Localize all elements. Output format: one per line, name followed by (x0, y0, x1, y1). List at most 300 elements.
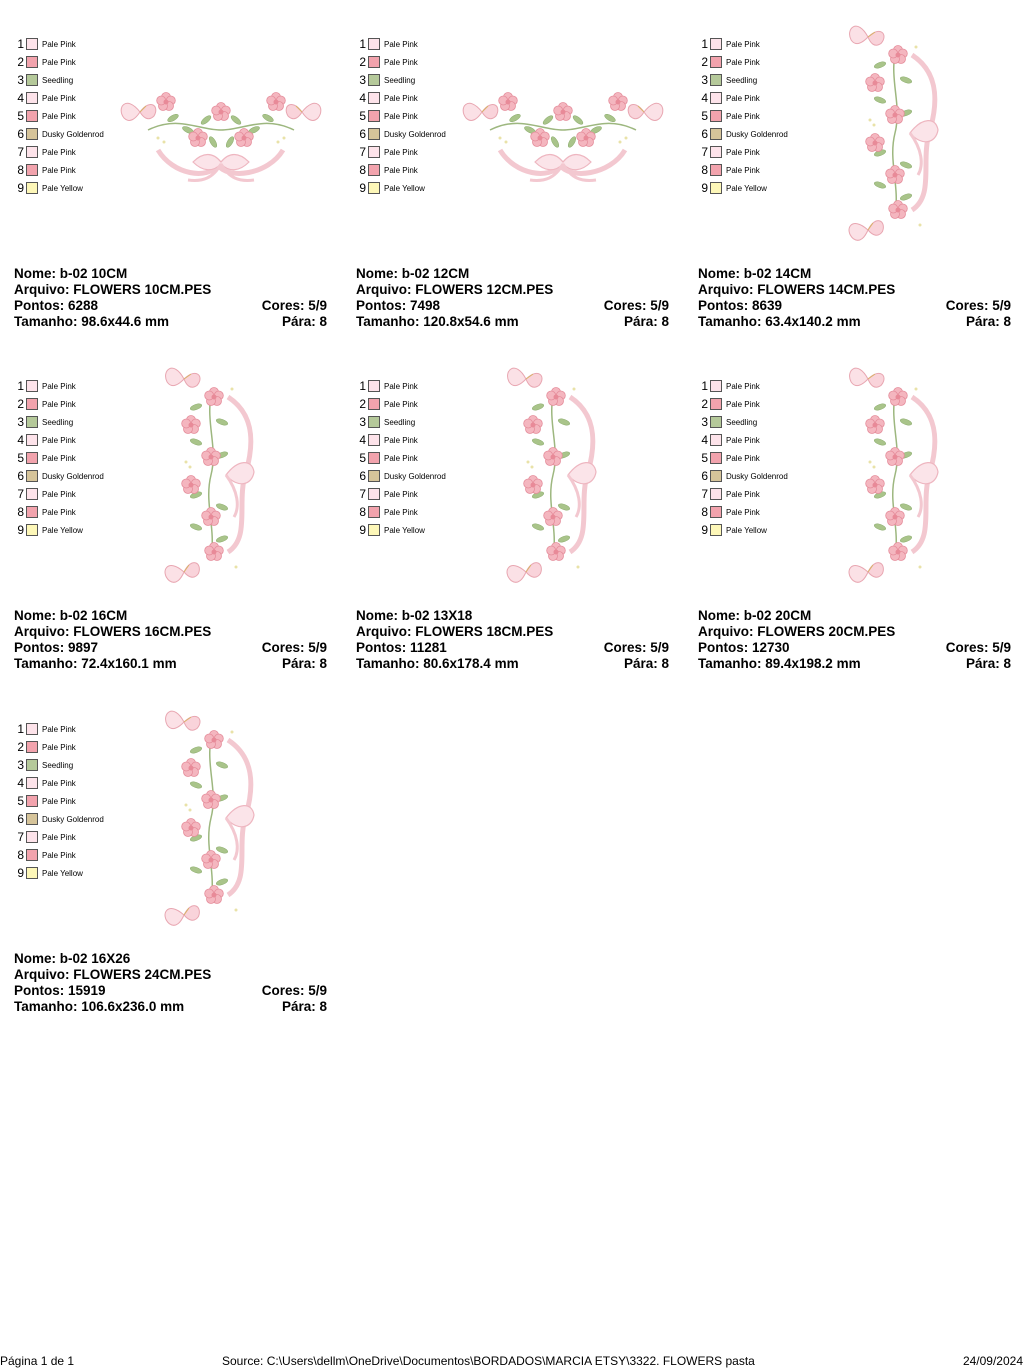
color-swatch (368, 182, 380, 194)
stop-count: Pára: 8 (623, 314, 669, 329)
color-swatch (26, 128, 38, 140)
thread-palette (12, 377, 132, 539)
palette-color-name: Pale Pink (42, 382, 76, 391)
color-swatch (26, 164, 38, 176)
palette-color-name: Pale Pink (726, 40, 760, 49)
palette-row (12, 89, 132, 107)
palette-row (12, 377, 132, 395)
palette-row (12, 143, 132, 161)
palette-row (696, 521, 816, 539)
color-swatch (26, 849, 38, 861)
design-info (14, 951, 327, 1015)
palette-row (12, 395, 132, 413)
design-card (6, 352, 327, 672)
palette-color-name: Pale Pink (384, 490, 418, 499)
color-count: Cores: 5/9 (261, 640, 327, 655)
color-swatch (710, 452, 722, 464)
palette-color-name: Pale Pink (42, 779, 76, 788)
palette-row (354, 485, 474, 503)
palette-number: 7 (17, 830, 24, 844)
color-swatch (26, 488, 38, 500)
palette-number: 6 (359, 469, 366, 483)
palette-row (696, 467, 816, 485)
palette-color-name: Pale Pink (42, 725, 76, 734)
palette-color-name: Pale Pink (42, 166, 76, 175)
palette-number: 6 (17, 127, 24, 141)
color-swatch (26, 92, 38, 104)
palette-row (12, 179, 132, 197)
color-swatch (368, 416, 380, 428)
color-swatch (26, 434, 38, 446)
design-file: Arquivo: FLOWERS 10CM.PES (14, 282, 212, 297)
palette-color-name: Dusky Goldenrod (726, 472, 788, 481)
color-swatch (26, 470, 38, 482)
palette-number: 6 (701, 469, 708, 483)
color-swatch (368, 56, 380, 68)
color-swatch (710, 164, 722, 176)
palette-number: 2 (17, 740, 24, 754)
design-name: Nome: b-02 13X18 (356, 608, 473, 623)
palette-number: 4 (701, 91, 708, 105)
color-swatch (368, 434, 380, 446)
palette-row (12, 792, 132, 810)
palette-color-name: Pale Pink (384, 382, 418, 391)
design-size: Tamanho: 120.8x54.6 mm (356, 314, 519, 329)
palette-number: 1 (701, 37, 708, 51)
thread-palette (12, 720, 132, 882)
color-swatch (26, 831, 38, 843)
color-swatch (710, 110, 722, 122)
palette-row (696, 179, 816, 197)
color-swatch (710, 434, 722, 446)
palette-color-name: Seedling (726, 76, 758, 85)
palette-row (12, 503, 132, 521)
palette-color-name: Pale Pink (42, 833, 76, 842)
palette-color-name: Dusky Goldenrod (42, 130, 104, 139)
thread-palette (354, 35, 474, 197)
color-swatch (26, 452, 38, 464)
color-swatch (368, 164, 380, 176)
stop-count: Pára: 8 (965, 314, 1011, 329)
palette-number: 1 (17, 37, 24, 51)
palette-number: 1 (17, 722, 24, 736)
palette-number: 3 (17, 758, 24, 772)
palette-number: 7 (17, 487, 24, 501)
footer-page-number: Página 1 de 1 (0, 1354, 75, 1368)
color-count: Cores: 5/9 (945, 640, 1011, 655)
palette-number: 9 (17, 523, 24, 537)
design-size: Tamanho: 98.6x44.6 mm (14, 314, 170, 329)
stitch-count: Pontos: 9897 (14, 640, 99, 655)
palette-color-name: Pale Pink (384, 40, 418, 49)
palette-row (354, 161, 474, 179)
palette-color-name: Pale Pink (384, 400, 418, 409)
palette-color-name: Dusky Goldenrod (726, 130, 788, 139)
palette-color-name: Pale Pink (42, 490, 76, 499)
thread-palette (696, 377, 816, 539)
color-swatch (26, 416, 38, 428)
palette-number: 8 (701, 505, 708, 519)
palette-color-name: Pale Pink (42, 436, 76, 445)
thread-palette (354, 377, 474, 539)
color-swatch (26, 182, 38, 194)
palette-number: 1 (17, 379, 24, 393)
stop-count: Pára: 8 (281, 999, 327, 1014)
palette-number: 9 (17, 181, 24, 195)
design-size: Tamanho: 80.6x178.4 mm (356, 656, 519, 671)
color-swatch (710, 128, 722, 140)
color-swatch (26, 38, 38, 50)
color-swatch (368, 452, 380, 464)
color-count: Cores: 5/9 (261, 983, 327, 998)
color-swatch (710, 92, 722, 104)
palette-number: 4 (17, 776, 24, 790)
color-count: Cores: 5/9 (603, 298, 669, 313)
design-file: Arquivo: FLOWERS 16CM.PES (14, 624, 212, 639)
color-swatch (26, 380, 38, 392)
palette-row (12, 720, 132, 738)
color-swatch (710, 74, 722, 86)
design-card (6, 695, 327, 1015)
palette-row (12, 71, 132, 89)
palette-color-name: Pale Yellow (42, 526, 83, 535)
palette-number: 6 (359, 127, 366, 141)
stop-count: Pára: 8 (623, 656, 669, 671)
palette-color-name: Dusky Goldenrod (42, 472, 104, 481)
design-name: Nome: b-02 14CM (698, 266, 812, 281)
thread-palette (696, 35, 816, 197)
palette-number: 3 (17, 73, 24, 87)
palette-color-name: Pale Pink (726, 454, 760, 463)
design-file: Arquivo: FLOWERS 24CM.PES (14, 967, 212, 982)
palette-color-name: Pale Yellow (726, 184, 767, 193)
footer-source-path: Source: C:\Users\dellm\OneDrive\Documentos\BORDADOS\MARCIA ETSY\3322. FLOWERS pasta (222, 1354, 755, 1368)
palette-number: 2 (17, 55, 24, 69)
color-swatch (26, 795, 38, 807)
palette-number: 6 (701, 127, 708, 141)
palette-number: 3 (701, 415, 708, 429)
palette-color-name: Pale Pink (726, 166, 760, 175)
design-info (14, 266, 327, 330)
design-file: Arquivo: FLOWERS 12CM.PES (356, 282, 554, 297)
stitch-count: Pontos: 7498 (356, 298, 441, 313)
palette-number: 2 (359, 55, 366, 69)
palette-number: 4 (17, 91, 24, 105)
color-swatch (26, 777, 38, 789)
palette-color-name: Pale Pink (42, 797, 76, 806)
palette-row (354, 521, 474, 539)
color-swatch (26, 110, 38, 122)
palette-color-name: Pale Pink (42, 851, 76, 860)
palette-number: 7 (359, 487, 366, 501)
palette-row (354, 431, 474, 449)
design-name: Nome: b-02 20CM (698, 608, 812, 623)
color-swatch (710, 146, 722, 158)
stitch-count: Pontos: 12730 (698, 640, 790, 655)
palette-row (696, 89, 816, 107)
color-swatch (710, 524, 722, 536)
palette-number: 9 (701, 523, 708, 537)
palette-color-name: Pale Yellow (384, 526, 425, 535)
thread-palette (12, 35, 132, 197)
palette-color-name: Seedling (726, 418, 758, 427)
palette-row (12, 485, 132, 503)
palette-color-name: Pale Pink (726, 94, 760, 103)
design-info (356, 608, 669, 672)
palette-color-name: Pale Pink (42, 58, 76, 67)
palette-color-name: Pale Yellow (42, 869, 83, 878)
palette-color-name: Pale Pink (726, 436, 760, 445)
palette-row (696, 503, 816, 521)
palette-number: 2 (359, 397, 366, 411)
color-swatch (26, 398, 38, 410)
palette-row (354, 179, 474, 197)
palette-color-name: Pale Pink (726, 58, 760, 67)
palette-number: 5 (701, 451, 708, 465)
palette-row (12, 431, 132, 449)
palette-number: 9 (701, 181, 708, 195)
palette-row (354, 413, 474, 431)
color-swatch (26, 506, 38, 518)
design-name: Nome: b-02 16CM (14, 608, 128, 623)
color-swatch (368, 506, 380, 518)
color-swatch (710, 470, 722, 482)
palette-color-name: Pale Yellow (384, 184, 425, 193)
palette-row (696, 35, 816, 53)
palette-color-name: Pale Pink (384, 58, 418, 67)
palette-row (12, 107, 132, 125)
palette-row (12, 467, 132, 485)
color-swatch (368, 488, 380, 500)
palette-color-name: Dusky Goldenrod (42, 815, 104, 824)
palette-number: 7 (359, 145, 366, 159)
color-swatch (710, 398, 722, 410)
palette-color-name: Pale Pink (42, 40, 76, 49)
palette-number: 2 (17, 397, 24, 411)
palette-color-name: Pale Pink (42, 148, 76, 157)
palette-number: 7 (701, 487, 708, 501)
stop-count: Pára: 8 (281, 656, 327, 671)
design-size: Tamanho: 106.6x236.0 mm (14, 999, 185, 1014)
design-card (348, 10, 669, 330)
design-name: Nome: b-02 16X26 (14, 951, 131, 966)
palette-row (12, 449, 132, 467)
palette-color-name: Pale Pink (384, 166, 418, 175)
palette-color-name: Pale Pink (384, 148, 418, 157)
palette-color-name: Seedling (384, 418, 416, 427)
footer-date: 24/09/2024 (962, 1354, 1023, 1368)
palette-number: 3 (359, 415, 366, 429)
palette-color-name: Dusky Goldenrod (384, 472, 446, 481)
palette-row (354, 35, 474, 53)
palette-number: 8 (359, 505, 366, 519)
palette-row (12, 53, 132, 71)
palette-color-name: Seedling (42, 76, 74, 85)
stop-count: Pára: 8 (965, 656, 1011, 671)
color-swatch (26, 723, 38, 735)
palette-number: 4 (359, 433, 366, 447)
palette-number: 8 (701, 163, 708, 177)
design-name: Nome: b-02 12CM (356, 266, 470, 281)
color-swatch (368, 38, 380, 50)
palette-number: 5 (17, 451, 24, 465)
design-info (698, 608, 1011, 672)
palette-row (354, 89, 474, 107)
palette-number: 2 (701, 397, 708, 411)
color-swatch (368, 74, 380, 86)
embroidery-design-preview (840, 25, 950, 250)
color-swatch (368, 380, 380, 392)
palette-number: 8 (359, 163, 366, 177)
palette-row (12, 521, 132, 539)
palette-number: 4 (17, 433, 24, 447)
palette-row (12, 161, 132, 179)
palette-row (354, 503, 474, 521)
color-swatch (710, 488, 722, 500)
embroidery-design-preview (156, 710, 266, 935)
palette-color-name: Pale Pink (384, 112, 418, 121)
color-swatch (368, 398, 380, 410)
palette-color-name: Pale Pink (726, 148, 760, 157)
palette-row (696, 431, 816, 449)
design-file: Arquivo: FLOWERS 14CM.PES (698, 282, 896, 297)
palette-number: 1 (359, 379, 366, 393)
palette-color-name: Pale Pink (726, 112, 760, 121)
palette-color-name: Pale Pink (726, 400, 760, 409)
palette-row (696, 125, 816, 143)
embroidery-design-preview (116, 90, 326, 190)
palette-number: 4 (359, 91, 366, 105)
design-card (690, 352, 1011, 672)
palette-row (354, 449, 474, 467)
color-swatch (710, 416, 722, 428)
palette-color-name: Seedling (42, 418, 74, 427)
color-swatch (368, 110, 380, 122)
color-swatch (368, 128, 380, 140)
palette-color-name: Pale Pink (726, 382, 760, 391)
stop-count: Pára: 8 (281, 314, 327, 329)
palette-color-name: Dusky Goldenrod (384, 130, 446, 139)
design-size: Tamanho: 72.4x160.1 mm (14, 656, 177, 671)
embroidery-design-preview (840, 367, 950, 592)
color-swatch (710, 380, 722, 392)
design-size: Tamanho: 63.4x140.2 mm (698, 314, 861, 329)
palette-row (354, 395, 474, 413)
palette-number: 5 (701, 109, 708, 123)
color-swatch (368, 470, 380, 482)
color-swatch (710, 38, 722, 50)
palette-number: 5 (359, 451, 366, 465)
palette-color-name: Pale Pink (42, 400, 76, 409)
palette-row (696, 485, 816, 503)
palette-row (12, 774, 132, 792)
color-swatch (368, 524, 380, 536)
stitch-count: Pontos: 15919 (14, 983, 106, 998)
palette-number: 5 (17, 794, 24, 808)
palette-row (12, 738, 132, 756)
palette-row (696, 161, 816, 179)
palette-number: 4 (701, 433, 708, 447)
palette-color-name: Pale Pink (42, 454, 76, 463)
palette-number: 8 (17, 163, 24, 177)
stitch-count: Pontos: 6288 (14, 298, 99, 313)
palette-color-name: Pale Pink (42, 112, 76, 121)
color-swatch (710, 182, 722, 194)
color-swatch (26, 56, 38, 68)
palette-color-name: Pale Pink (42, 508, 76, 517)
palette-row (696, 377, 816, 395)
color-swatch (710, 506, 722, 518)
palette-number: 7 (17, 145, 24, 159)
palette-row (696, 71, 816, 89)
palette-row (696, 107, 816, 125)
palette-color-name: Pale Pink (384, 94, 418, 103)
palette-row (354, 125, 474, 143)
palette-number: 8 (17, 505, 24, 519)
embroidery-design-preview (458, 90, 668, 190)
embroidery-design-preview (498, 367, 608, 592)
color-swatch (26, 741, 38, 753)
palette-number: 2 (701, 55, 708, 69)
palette-color-name: Pale Pink (384, 436, 418, 445)
palette-number: 1 (359, 37, 366, 51)
design-card (6, 10, 327, 330)
palette-number: 9 (359, 523, 366, 537)
palette-color-name: Pale Yellow (42, 184, 83, 193)
palette-color-name: Pale Pink (726, 490, 760, 499)
palette-row (696, 449, 816, 467)
palette-row (12, 35, 132, 53)
color-swatch (26, 146, 38, 158)
palette-row (12, 864, 132, 882)
color-swatch (26, 867, 38, 879)
design-info (14, 608, 327, 672)
palette-color-name: Pale Pink (42, 743, 76, 752)
palette-number: 3 (359, 73, 366, 87)
palette-number: 5 (17, 109, 24, 123)
stitch-count: Pontos: 11281 (356, 640, 447, 655)
palette-color-name: Pale Pink (384, 454, 418, 463)
stitch-count: Pontos: 8639 (698, 298, 783, 313)
palette-number: 6 (17, 469, 24, 483)
palette-row (12, 756, 132, 774)
palette-row (354, 143, 474, 161)
palette-number: 6 (17, 812, 24, 826)
palette-number: 3 (17, 415, 24, 429)
design-name: Nome: b-02 10CM (14, 266, 128, 281)
design-file: Arquivo: FLOWERS 20CM.PES (698, 624, 896, 639)
palette-number: 5 (359, 109, 366, 123)
color-count: Cores: 5/9 (261, 298, 327, 313)
palette-row (354, 53, 474, 71)
palette-row (354, 71, 474, 89)
palette-number: 8 (17, 848, 24, 862)
palette-row (696, 143, 816, 161)
color-count: Cores: 5/9 (945, 298, 1011, 313)
color-swatch (710, 56, 722, 68)
palette-color-name: Seedling (384, 76, 416, 85)
design-info (356, 266, 669, 330)
design-file: Arquivo: FLOWERS 18CM.PES (356, 624, 554, 639)
palette-number: 7 (701, 145, 708, 159)
palette-row (12, 828, 132, 846)
palette-row (696, 395, 816, 413)
palette-row (696, 53, 816, 71)
palette-row (696, 413, 816, 431)
palette-row (12, 413, 132, 431)
palette-color-name: Pale Pink (42, 94, 76, 103)
palette-number: 9 (359, 181, 366, 195)
